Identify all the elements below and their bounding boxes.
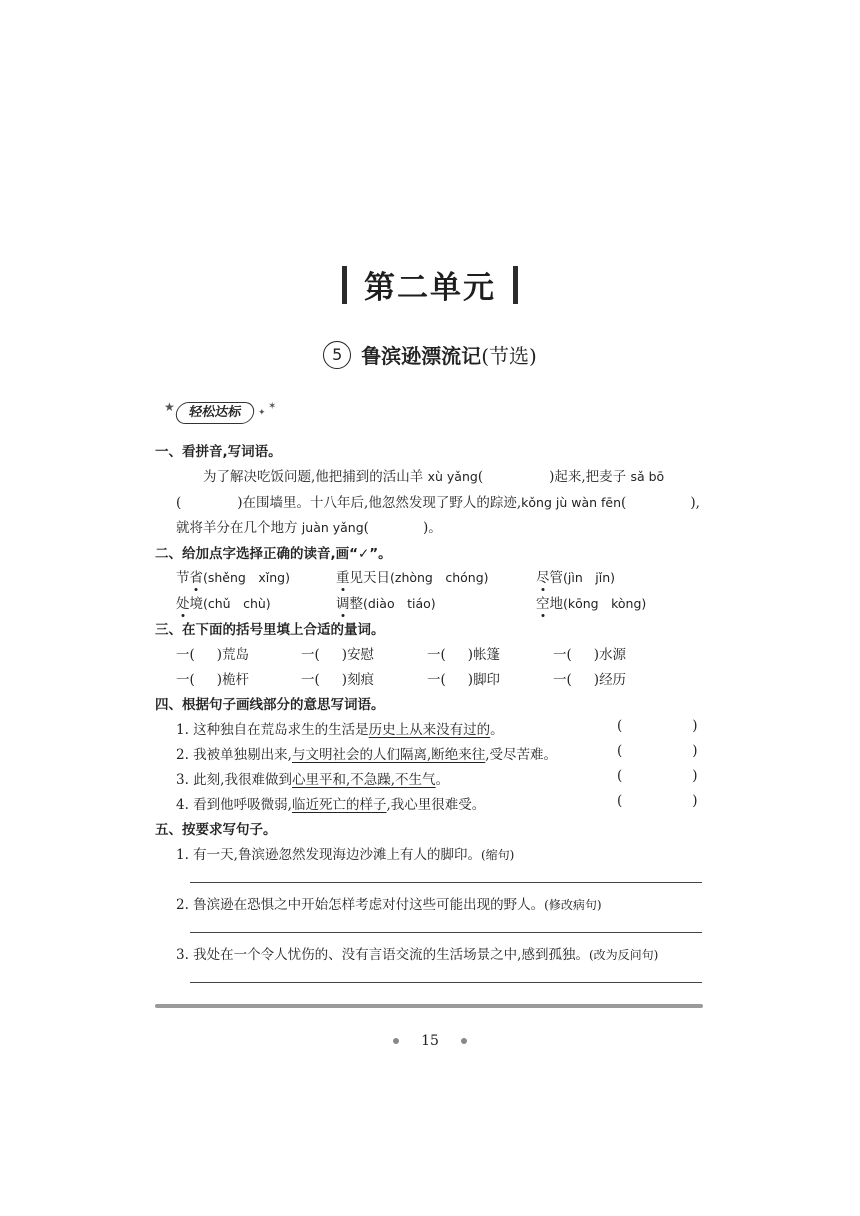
measure-word-item[interactable]: 一( )水源 — [553, 647, 627, 663]
pronunciation-item[interactable]: 尽管(jìn jǐn) — [536, 570, 615, 586]
pronunciation-item[interactable]: 节省(shěng xǐng) — [176, 570, 290, 586]
paraphrase-answer[interactable]: ( ) — [617, 718, 698, 734]
lesson-subtitle: (节选) — [481, 344, 537, 368]
measure-word-item[interactable]: 一( )帐篷 — [427, 647, 501, 663]
paraphrase-answer[interactable]: ( ) — [617, 793, 698, 809]
title-bar-right — [513, 266, 518, 304]
star-icon: ✦ — [258, 408, 266, 418]
paraphrase-answer[interactable]: ( ) — [617, 768, 698, 784]
section-1-title: 一、看拼音,写词语。 — [155, 444, 282, 460]
answer-line[interactable] — [190, 982, 702, 983]
unit-heading — [0, 262, 860, 307]
rewrite-item: 2. 鲁滨逊在恐惧之中开始怎样考虑对付这些可能出现的野人。(修改病句) — [176, 897, 602, 913]
unit-title: 第二单元 — [364, 270, 496, 306]
lesson-number: 5 — [323, 341, 351, 369]
pronunciation-item[interactable]: 处境(chǔ chù) — [176, 596, 271, 612]
section-1-line-3: 就将羊分在几个地方 juàn yǎng( )。 — [176, 520, 442, 536]
paraphrase-answer[interactable]: ( ) — [617, 743, 698, 759]
page-number: 15 — [421, 1033, 439, 1049]
star-icon: ★ — [164, 400, 175, 414]
measure-word-item[interactable]: 一( )经历 — [553, 672, 627, 688]
title-bar-left — [342, 266, 347, 304]
measure-word-item[interactable]: 一( )桅杆 — [176, 672, 250, 688]
section-3-title: 三、在下面的括号里填上合适的量词。 — [155, 622, 385, 638]
lesson-title: 鲁滨逊漂流记 — [361, 344, 482, 368]
lesson-heading — [0, 340, 860, 369]
section-5-title: 五、按要求写句子。 — [155, 822, 277, 838]
paraphrase-item: 1. 这种独自在荒岛求生的生活是历史上从来没有过的。 — [176, 722, 504, 738]
section-2-title: 二、给加点字选择正确的读音,画“✓”。 — [155, 546, 392, 562]
star-icon: ✶ — [268, 401, 277, 412]
page-footer — [0, 1033, 860, 1049]
footer-divider — [155, 1004, 703, 1008]
answer-line[interactable] — [190, 882, 702, 883]
rewrite-item: 3. 我处在一个令人忧伤的、没有言语交流的生活场景之中,感到孤独。(改为反问句) — [176, 947, 659, 963]
bullet-icon — [393, 1038, 399, 1044]
section-4-title: 四、根据句子画线部分的意思写词语。 — [155, 697, 385, 713]
paraphrase-item: 2. 我被单独剔出来,与文明社会的人们隔离,断绝来往,受尽苦难。 — [176, 747, 558, 763]
paraphrase-item: 3. 此刻,我很难做到心里平和,不急躁,不生气。 — [176, 772, 450, 788]
measure-word-item[interactable]: 一( )荒岛 — [176, 647, 250, 663]
pronunciation-item[interactable]: 空地(kōng kòng) — [536, 596, 647, 612]
pronunciation-item[interactable]: 调整(diào tiáo) — [336, 596, 436, 612]
measure-word-item[interactable]: 一( )刻痕 — [301, 672, 375, 688]
badge-label: 轻松达标 — [174, 402, 256, 424]
section-badge — [162, 398, 282, 426]
paraphrase-item: 4. 看到他呼吸微弱,临近死亡的样子,我心里很难受。 — [176, 797, 486, 813]
measure-word-item[interactable]: 一( )脚印 — [427, 672, 501, 688]
bullet-icon — [461, 1038, 467, 1044]
pronunciation-item[interactable]: 重见天日(zhòng chóng) — [336, 570, 489, 586]
measure-word-item[interactable]: 一( )安慰 — [301, 647, 375, 663]
answer-line[interactable] — [190, 932, 702, 933]
rewrite-item: 1. 有一天,鲁滨逊忽然发现海边沙滩上有人的脚印。(缩句) — [176, 847, 515, 863]
section-1-line-2: ( )在围墙里。十八年后,他忽然发现了野人的踪迹,kǒng jù wàn fēn( ), — [176, 495, 700, 511]
section-1-line-1: 为了解决吃饭问题,他把捕到的活山羊 xù yǎng( )起来,把麦子 sǎ bō — [203, 469, 665, 485]
